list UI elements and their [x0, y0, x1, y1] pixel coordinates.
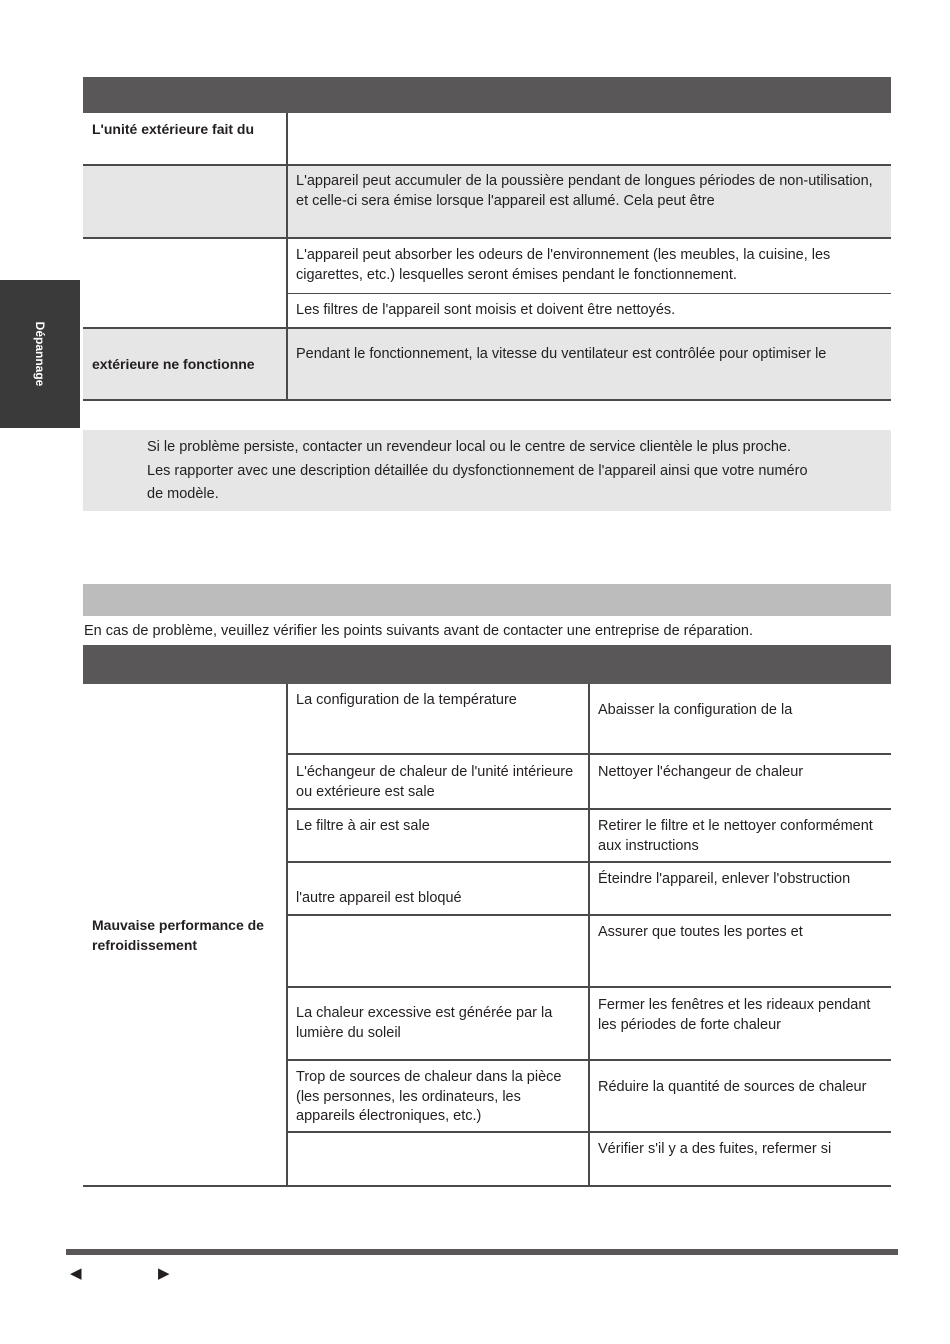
footer-bar: [66, 1249, 898, 1255]
section2-title-bar: [83, 584, 891, 616]
side-section-tab-label: Dépannage: [33, 321, 47, 387]
table2-solution: Assurer que toutes les portes et: [598, 924, 803, 940]
table2-problem-label: Mauvaise performance de refroidissement: [92, 917, 264, 953]
note-line: Les rapporter avec une description détaillée du dysfonctionnement de l'appareil ainsi que votre numéro: [147, 462, 808, 479]
table1-row1-label: L'unité extérieure fait du: [92, 121, 255, 137]
table1-row4-label: extérieure ne fonctionne: [92, 356, 255, 372]
table2-cause: Le filtre à air est sale: [296, 818, 430, 834]
table1-divider: [83, 164, 891, 166]
note-line: Si le problème persiste, contacter un revendeur local ou le centre de service clientèle le plus proche.: [147, 439, 791, 455]
table2-cause: Trop de sources de chaleur dans la pièce (les personnes, les ordinateurs, les appareils électroniques, etc.): [296, 1069, 562, 1124]
table2-bottom-border: [83, 1185, 891, 1187]
table1-divider: [83, 327, 891, 329]
table1-divider: [83, 399, 891, 401]
table1-row2-text: L'appareil peut accumuler de la poussière pendant de longues périodes de non-utilisation, et celle-ci sera émise lorsque l'appareil est allumé. Cela peut être: [296, 173, 873, 209]
table1-row3-text-a: L'appareil peut absorber les odeurs de l'environnement (les meubles, la cuisine, les cigarettes, etc.) lesquelles seront émises pendant le fonctionnement.: [296, 247, 831, 283]
table1-column-divider: [286, 113, 288, 401]
table2-solution: Réduire la quantité de sources de chaleur: [598, 1079, 867, 1095]
table2-solution: Vérifier s'il y a des fuites, refermer si: [598, 1141, 832, 1157]
contact-note: [83, 430, 891, 511]
next-page-icon[interactable]: ▶: [158, 1265, 170, 1282]
table1-divider: [83, 237, 891, 239]
side-section-tab: [0, 280, 80, 428]
table2-solution: Nettoyer l'échangeur de chaleur: [598, 764, 804, 780]
table2-solution: Retirer le filtre et le nettoyer conformément aux instructions: [598, 818, 873, 854]
previous-page-icon[interactable]: ◀: [70, 1265, 82, 1282]
note-line: de modèle.: [147, 486, 219, 502]
table1-header-bar: [83, 77, 891, 113]
section2-intro: En cas de problème, veuillez vérifier les points suivants avant de contacter une entreprise de réparation.: [84, 623, 753, 639]
table2-column-divider: [286, 684, 288, 1187]
table1-divider: [288, 293, 891, 294]
table2-solution: Éteindre l'appareil, enlever l'obstruction: [598, 871, 851, 887]
table1-row2-label-bg: [83, 166, 286, 237]
table1-row3-text-b: Les filtres de l'appareil sont moisis et doivent être nettoyés.: [296, 302, 676, 318]
table2-cause: l'autre appareil est bloqué: [296, 890, 462, 906]
table2-header-bar: [83, 645, 891, 684]
table2-column-divider: [588, 684, 590, 1187]
table2-cause: La chaleur excessive est générée par la lumière du soleil: [296, 1005, 553, 1041]
table1-row4-text: Pendant le fonctionnement, la vitesse du ventilateur est contrôlée pour optimiser le: [296, 346, 827, 362]
table2-cause: La configuration de la température: [296, 692, 517, 708]
table2-solution: Abaisser la configuration de la: [598, 702, 793, 718]
table2-solution: Fermer les fenêtres et les rideaux pendant les périodes de forte chaleur: [598, 997, 871, 1033]
table2-cause: L'échangeur de chaleur de l'unité intérieure ou extérieure est sale: [296, 764, 574, 800]
